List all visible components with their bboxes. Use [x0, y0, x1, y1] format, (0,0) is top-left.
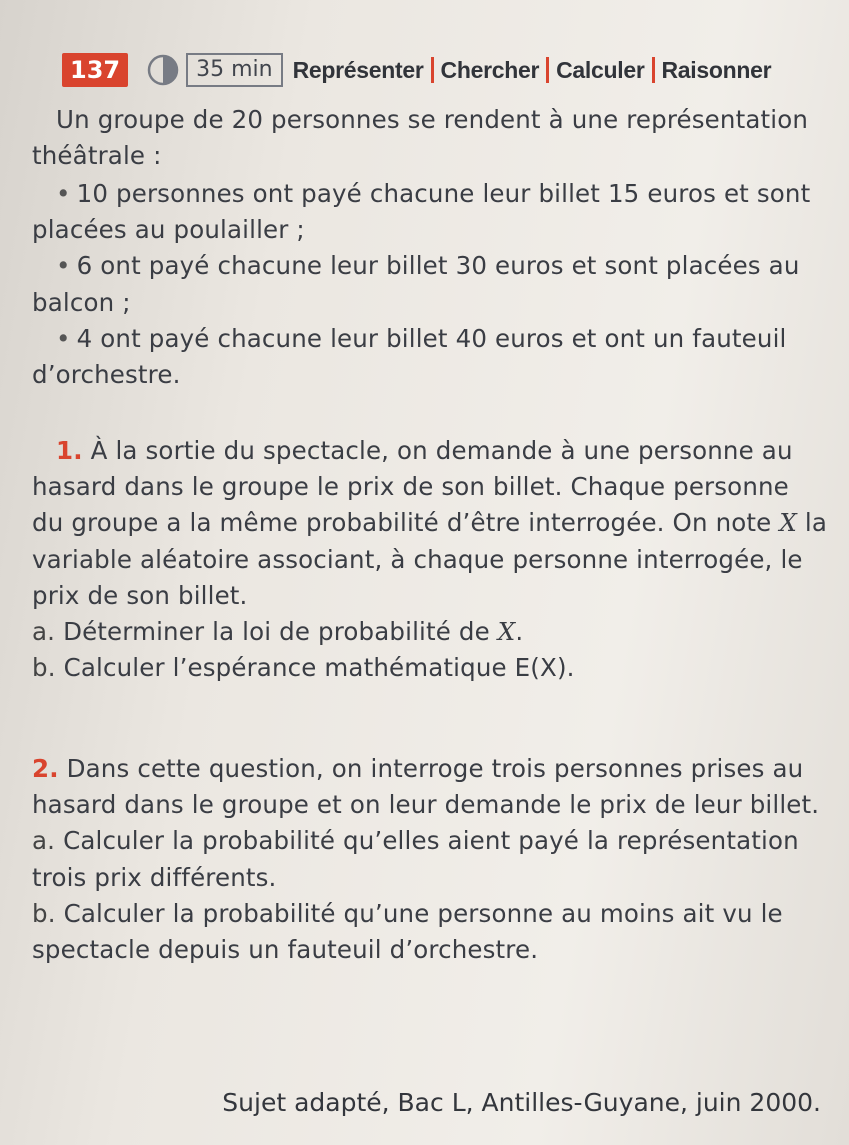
question-1b-label: b. [32, 653, 56, 683]
skill-represent: Représenter [292, 56, 424, 83]
skill-separator [546, 57, 549, 83]
question-1a [32, 614, 827, 650]
bullet-list [32, 176, 827, 393]
bullet-text: 6 ont payé chacune leur billet 30 euros et sont placées au balcon ; [32, 251, 800, 317]
skill-calculate: Calculer [556, 56, 645, 83]
intro-text: Un groupe de 20 personnes se rendent à une représentation théâtrale : [32, 105, 809, 171]
question-1a-end: . [515, 617, 524, 647]
question-2 [32, 751, 827, 968]
question-2b-text: Calculer la probabilité qu’une personne au moins ait vu le spectacle depuis un fauteuil d’orchestre. [32, 898, 783, 965]
bullet-icon: • [56, 323, 71, 353]
question-1a-text: Déterminer la loi de probabilité de [63, 617, 498, 647]
skill-reason: Raisonner [661, 56, 772, 83]
skill-separator [431, 57, 434, 83]
question-1-text: À la sortie du spectacle, on demande à une personne au hasard dans le groupe le prix de son billet. Chaque personne du groupe a la même probabilité d’être interrogée. On note [32, 436, 793, 538]
exercise-number-badge: 137 [62, 53, 128, 87]
question-2a-text: Calculer la probabilité qu’elles aient payé la représentation trois prix différents. [32, 826, 799, 892]
bullet-text: 4 ont payé chacune leur billet 40 euros et ont un fauteuil d’orchestre. [32, 323, 787, 390]
variable-x: X [779, 508, 797, 538]
question-2a [32, 823, 827, 895]
bullet-item [32, 321, 827, 393]
question-1-number: 1. [56, 436, 83, 465]
question-2b [32, 896, 827, 968]
bullet-text: 10 personnes ont payé chacune leur billet 15 euros et sont placées au poulailler ; [32, 179, 811, 245]
bullet-item [32, 176, 827, 248]
skill-separator [652, 57, 655, 83]
bullet-icon: • [56, 251, 71, 281]
question-1b-text: Calculer l’espérance mathématique E(X). [63, 653, 575, 683]
difficulty-level-icon [146, 53, 180, 87]
question-2-statement [32, 751, 827, 823]
intro-paragraph [32, 102, 827, 174]
question-2-number: 2. [32, 754, 59, 783]
exercise-header [62, 47, 771, 93]
skill-search: Chercher [440, 56, 540, 83]
question-1b [32, 650, 827, 686]
question-2b-label: b. [32, 898, 56, 928]
skills-list [293, 57, 772, 84]
question-1-statement [32, 433, 827, 614]
question-1-text-end: la variable aléatoire associant, à chaque personne interrogée, le prix de son billet. [32, 508, 827, 610]
bullet-icon: • [56, 179, 71, 208]
question-1 [32, 433, 827, 686]
question-1a-label: a. [32, 617, 56, 647]
bullet-item [32, 248, 827, 320]
source-citation: Sujet adapté, Bac L, Antilles-Guyane, juin 2000. [222, 1088, 821, 1117]
question-2-text: Dans cette question, on interroge trois personnes prises au hasard dans le groupe et on leur demande le prix de leur billet. [32, 754, 820, 820]
variable-x: X [497, 617, 516, 647]
duration-box: 35 min [186, 53, 282, 87]
question-2a-label: a. [32, 826, 56, 856]
